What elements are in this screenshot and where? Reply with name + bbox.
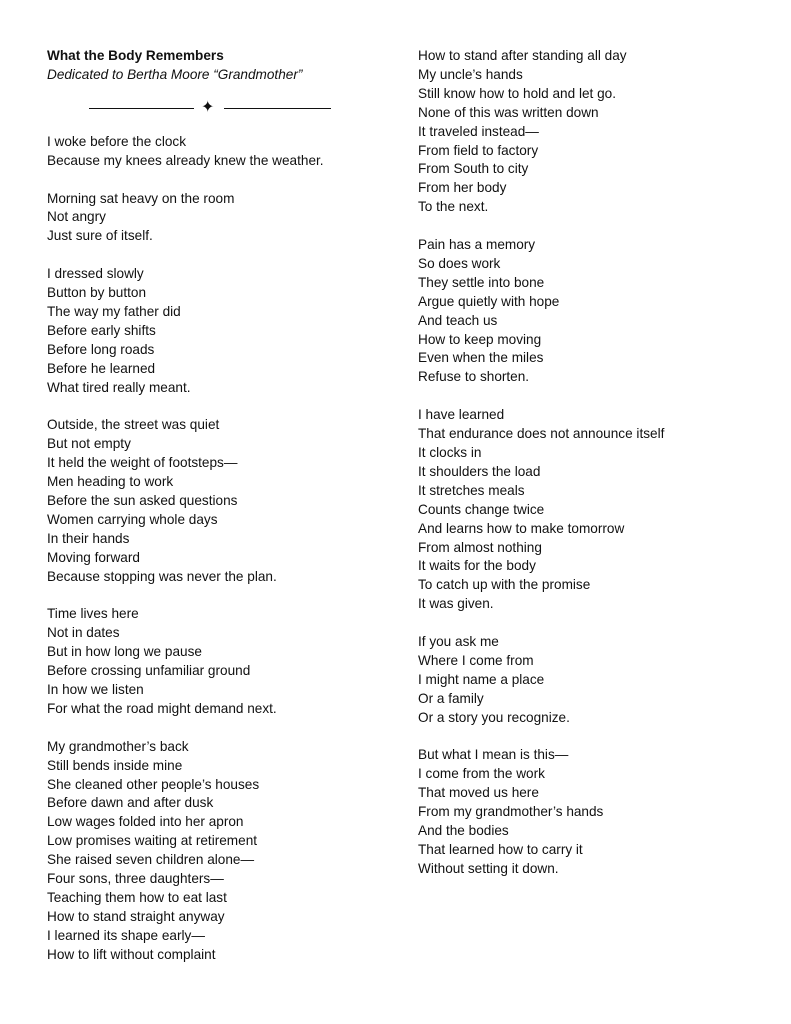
poem-line: Not in dates [47, 625, 120, 641]
poem-line: Or a story you recognize. [418, 709, 570, 725]
poem-line: It stretches meals [418, 482, 525, 498]
poem-line: For what the road might demand next. [47, 700, 277, 716]
stanza [418, 236, 768, 387]
poem-line: In how we listen [47, 682, 144, 698]
divider-rule-left [89, 108, 194, 109]
poem-line: Because my knees already knew the weather. [47, 152, 324, 168]
poem-line: But in how long we pause [47, 644, 202, 660]
poem-line: Without setting it down. [418, 860, 559, 876]
poem-line: Refuse to shorten. [418, 369, 530, 385]
poem-line: Morning sat heavy on the room [47, 190, 235, 206]
poem-line: From my grandmother’s hands [418, 804, 604, 820]
stanza [47, 133, 377, 171]
stanza [47, 190, 377, 247]
poem-line: Low wages folded into her apron [47, 814, 244, 830]
left-stanzas [47, 133, 377, 965]
poem-line: Even when the miles [418, 350, 544, 366]
poem-line: That learned how to carry it [418, 842, 583, 857]
poem-line: But what I mean is this— [418, 747, 569, 763]
poem-line: From almost nothing [418, 539, 542, 555]
stanza [418, 746, 768, 878]
poem-line: They settle into bone [418, 274, 545, 290]
poem-line: Or a family [418, 690, 484, 706]
poem-line: Before the sun asked questions [47, 492, 238, 508]
poem-line: How to lift without complaint [47, 946, 216, 962]
poem-line: Pain has a memory [418, 237, 536, 253]
poem-line: Where I come from [418, 652, 534, 668]
stanza [418, 633, 768, 728]
poem-line: I might name a place [418, 671, 545, 687]
poem-line: The way my father did [47, 303, 181, 319]
poem-line: It was given. [418, 596, 494, 612]
poem-line: Counts change twice [418, 501, 545, 517]
poem-line: My uncle’s hands [418, 66, 523, 82]
poem-line: I have learned [418, 407, 505, 423]
poem-line: In their hands [47, 530, 130, 546]
four-point-star-icon: ✦ [201, 98, 215, 116]
stanza [47, 265, 377, 397]
poem-line: To the next. [418, 199, 489, 215]
poem-line: Four sons, three daughters— [47, 871, 224, 887]
poem-line: It shoulders the load [418, 463, 541, 479]
stanza [47, 416, 377, 586]
poem-line: Men heading to work [47, 474, 174, 490]
poem-line: Still know how to hold and let go. [418, 85, 616, 101]
poem-line: Time lives here [47, 606, 139, 622]
poem-line: It waits for the body [418, 558, 536, 574]
poem-line: Outside, the street was quiet [47, 417, 220, 433]
poem-line: Because stopping was never the plan. [47, 568, 277, 584]
poem-line: Not angry [47, 209, 106, 225]
poem-line: That endurance does not announce itself [418, 426, 665, 442]
poem-line: Before he learned [47, 360, 156, 376]
poem-line: Low promises waiting at retirement [47, 833, 258, 849]
poem-line: Before early shifts [47, 322, 156, 338]
poem-line: And teach us [418, 312, 498, 328]
right-column [418, 47, 768, 898]
poem-line: Moving forward [47, 549, 140, 565]
poem-line: It traveled instead— [418, 123, 539, 139]
poem-line: Women carrying whole days [47, 511, 218, 527]
poem-line: How to stand straight anyway [47, 908, 225, 924]
poem-line: From field to factory [418, 142, 539, 158]
poem-line: From her body [418, 180, 507, 196]
poem-line: How to stand after standing all day [418, 48, 627, 63]
poem-line: It held the weight of footsteps— [47, 455, 238, 471]
poem-line: I woke before the clock [47, 133, 187, 149]
poem-line: If you ask me [418, 634, 499, 650]
poem-line: To catch up with the promise [418, 577, 591, 593]
right-stanzas [418, 47, 768, 879]
stanza [418, 47, 768, 217]
poem-line: Just sure of itself. [47, 228, 153, 244]
poem-line: From South to city [418, 161, 529, 177]
poem-line: That moved us here [418, 785, 539, 801]
poem-line: My grandmother’s back [47, 738, 189, 754]
poem-line: So does work [418, 255, 501, 271]
poem-line: What tired really meant. [47, 379, 191, 395]
poem-line: None of this was written down [418, 104, 599, 120]
poem-line: And the bodies [418, 823, 509, 839]
poem-line: Before dawn and after dusk [47, 795, 214, 811]
left-column [47, 47, 377, 984]
poem-line: She raised seven children alone— [47, 852, 255, 868]
stanza [47, 605, 377, 718]
poem-line: Button by button [47, 285, 147, 301]
poem-line: I come from the work [418, 766, 545, 782]
stanza [47, 738, 377, 965]
poem-line: How to keep moving [418, 331, 542, 347]
poem-line: I learned its shape early— [47, 927, 205, 943]
divider-rule-right [224, 108, 331, 109]
poem-line: Before crossing unfamiliar ground [47, 663, 251, 679]
poem-line: Argue quietly with hope [418, 293, 560, 309]
poem-title: What the Body Remembers [47, 48, 224, 63]
stanza [418, 406, 768, 614]
poem-line: Teaching them how to eat last [47, 889, 227, 905]
poem-dedication: Dedicated to Bertha Moore “Grandmother” [47, 66, 303, 82]
poem-line: She cleaned other people’s houses [47, 776, 260, 792]
poem-line: But not empty [47, 436, 131, 452]
poem-line: It clocks in [418, 445, 482, 460]
poem-line: Still bends inside mine [47, 757, 183, 773]
poem-line: I dressed slowly [47, 266, 144, 282]
poem-line: Before long roads [47, 341, 155, 357]
poem-line: And learns how to make tomorrow [418, 520, 625, 536]
section-divider [89, 99, 331, 117]
